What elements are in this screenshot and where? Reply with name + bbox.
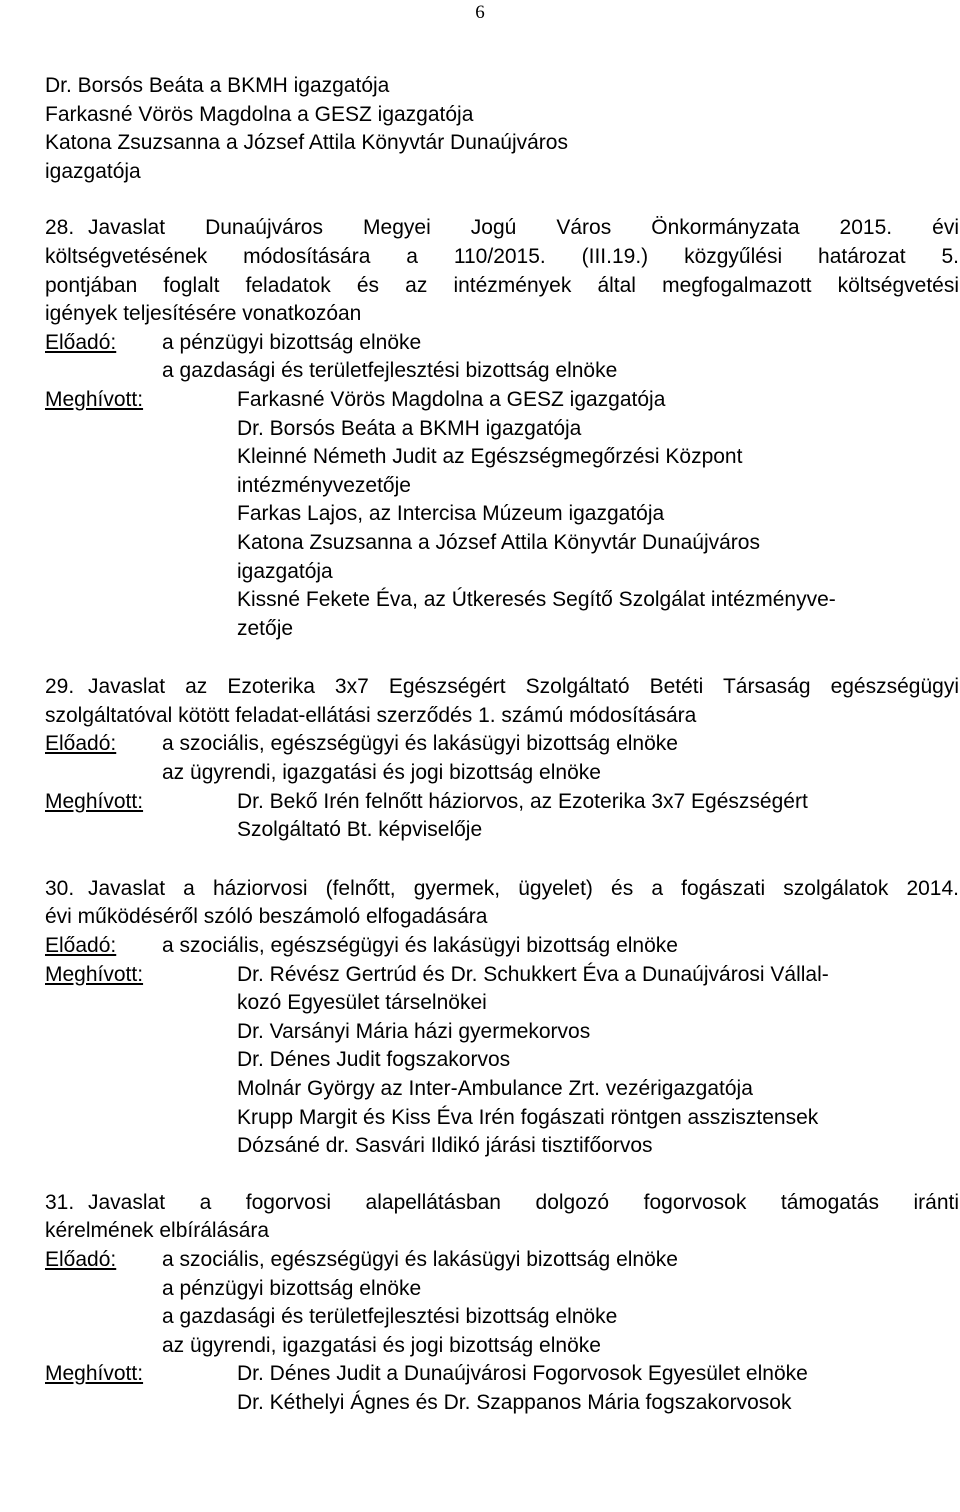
presenter-line: a gazdasági és területfejlesztési bizottság elnöke xyxy=(162,1305,618,1329)
agenda-item-28 xyxy=(45,214,959,643)
invited-line: Meghívott: Dr. Bekő Irén felnőtt háziorvos, az Ezoterika 3x7 Egészségért xyxy=(45,788,959,817)
presenter-label: Előadó: xyxy=(45,732,117,756)
item-title-line: költségvetésének módosítására a 110/2015. (III.19.) közgyűlési határozat 5. xyxy=(45,244,959,268)
intro-line: Dr. Borsós Beáta a BKMH igazgatója xyxy=(45,74,390,97)
invited-line: Kleinné Németh Judit az Egészségmegőrzési Központ xyxy=(237,445,743,469)
invited-line: intézményvezetője xyxy=(237,473,411,497)
presenter-line: Előadó: a szociális, egészségügyi és lakásügyi bizottság elnöke xyxy=(45,932,959,961)
agenda-item-31 xyxy=(45,1189,959,1418)
agenda-item-30 xyxy=(45,875,959,1161)
agenda-item-29 xyxy=(45,673,959,845)
invited-label: Meghívott: xyxy=(45,1362,144,1386)
invited-line: Krupp Margit és Kiss Éva Irén fogászati röntgen asszisztensek xyxy=(237,1105,819,1129)
invited-line: Dózsáné dr. Sasvári Ildikó járási tisztifőorvos xyxy=(237,1134,653,1158)
intro-line: Farkasné Vörös Magdolna a GESZ igazgatója xyxy=(45,102,474,126)
intro-line: igazgatója xyxy=(45,159,141,183)
item-title-line: 28. Javaslat Dunaújváros Megyei Jogú Város Önkormányzata 2015. évi xyxy=(45,214,959,243)
presenter-line: az ügyrendi, igazgatási és jogi bizottság elnöke xyxy=(162,761,601,785)
item-title-line: kérelmének elbírálására xyxy=(45,1219,270,1243)
invited-line: kozó Egyesület társelnökei xyxy=(237,991,487,1015)
item-number: 28. xyxy=(45,216,75,240)
item-title-line: igények teljesítésére vonatkozóan xyxy=(45,302,362,326)
item-number: 31. xyxy=(45,1190,75,1214)
item-title-line: pontjában foglalt feladatok és az intézmények által megfogalmazott költségvetési xyxy=(45,273,959,297)
invited-line: Meghívott: Dr. Révész Gertrúd és Dr. Schukkert Éva a Dunaújvárosi Vállal- xyxy=(45,961,959,990)
invited-line: igazgatója xyxy=(237,559,333,583)
item-number: 29. xyxy=(45,675,75,699)
invited-line: Molnár György az Inter-Ambulance Zrt. vezérigazgatója xyxy=(237,1077,753,1100)
presenter-line: Előadó: a szociális, egészségügyi és lakásügyi bizottság elnöke xyxy=(45,730,959,759)
presenter-line: az ügyrendi, igazgatási és jogi bizottság elnöke xyxy=(162,1333,601,1357)
presenter-label: Előadó: xyxy=(45,934,117,958)
invited-line: Dr. Varsányi Mária házi gyermekorvos xyxy=(237,1019,591,1043)
item-title-line: évi működéséről szóló beszámoló elfogadására xyxy=(45,905,488,929)
presenter-line: a gazdasági és területfejlesztési bizottság elnöke xyxy=(162,359,618,383)
intro-block xyxy=(45,72,959,186)
invited-line: Meghívott: Farkasné Vörös Magdolna a GESZ igazgatója xyxy=(45,386,959,415)
invited-label: Meghívott: xyxy=(45,387,144,411)
invited-line: Farkas Lajos, az Intercisa Múzeum igazgatója xyxy=(237,502,665,526)
presenter-label: Előadó: xyxy=(45,330,117,354)
invited-line: Dr. Kéthelyi Ágnes és Dr. Szappanos Mária fogszakorvosok xyxy=(237,1390,792,1414)
presenter-line: a pénzügyi bizottság elnöke xyxy=(162,1276,422,1300)
item-number: 30. xyxy=(45,876,75,900)
invited-line: Kissné Fekete Éva, az Útkeresés Segítő Szolgálat intézményve- xyxy=(237,588,836,612)
invited-label: Meghívott: xyxy=(45,789,144,813)
intro-line: Katona Zsuzsanna a József Attila Könyvtár Dunaújváros xyxy=(45,131,568,155)
invited-label: Meghívott: xyxy=(45,962,144,986)
invited-line: Meghívott: Dr. Dénes Judit a Dunaújvárosi Fogorvosok Egyesület elnöke xyxy=(45,1360,959,1389)
invited-line: Dr. Borsós Beáta a BKMH igazgatója xyxy=(237,416,582,440)
presenter-label: Előadó: xyxy=(45,1247,117,1271)
item-title-line: 29. Javaslat az Ezoterika 3x7 Egészségért Szolgáltató Betéti Társaság egészségügyi xyxy=(45,673,959,702)
invited-line: Dr. Dénes Judit fogszakorvos xyxy=(237,1048,511,1072)
invited-line: zetője xyxy=(237,616,294,640)
item-title-line: 31. Javaslat a fogorvosi alapellátásban dolgozó fogorvosok támogatás iránti xyxy=(45,1189,959,1218)
item-title-line: szolgáltatóval kötött feladat-ellátási szerződés 1. számú módosítására xyxy=(45,703,697,727)
item-title-line: 30. Javaslat a háziorvosi (felnőtt, gyermek, ügyelet) és a fogászati szolgálatok 2014. xyxy=(45,875,959,904)
presenter-line: Előadó: a pénzügyi bizottság elnöke xyxy=(45,329,959,358)
agenda-content xyxy=(45,72,959,1418)
page-number: 6 xyxy=(475,2,485,23)
presenter-line: Előadó: a szociális, egészségügyi és lakásügyi bizottság elnöke xyxy=(45,1246,959,1275)
invited-line: Szolgáltató Bt. képviselője xyxy=(237,818,483,842)
invited-line: Katona Zsuzsanna a József Attila Könyvtár Dunaújváros xyxy=(237,530,760,554)
